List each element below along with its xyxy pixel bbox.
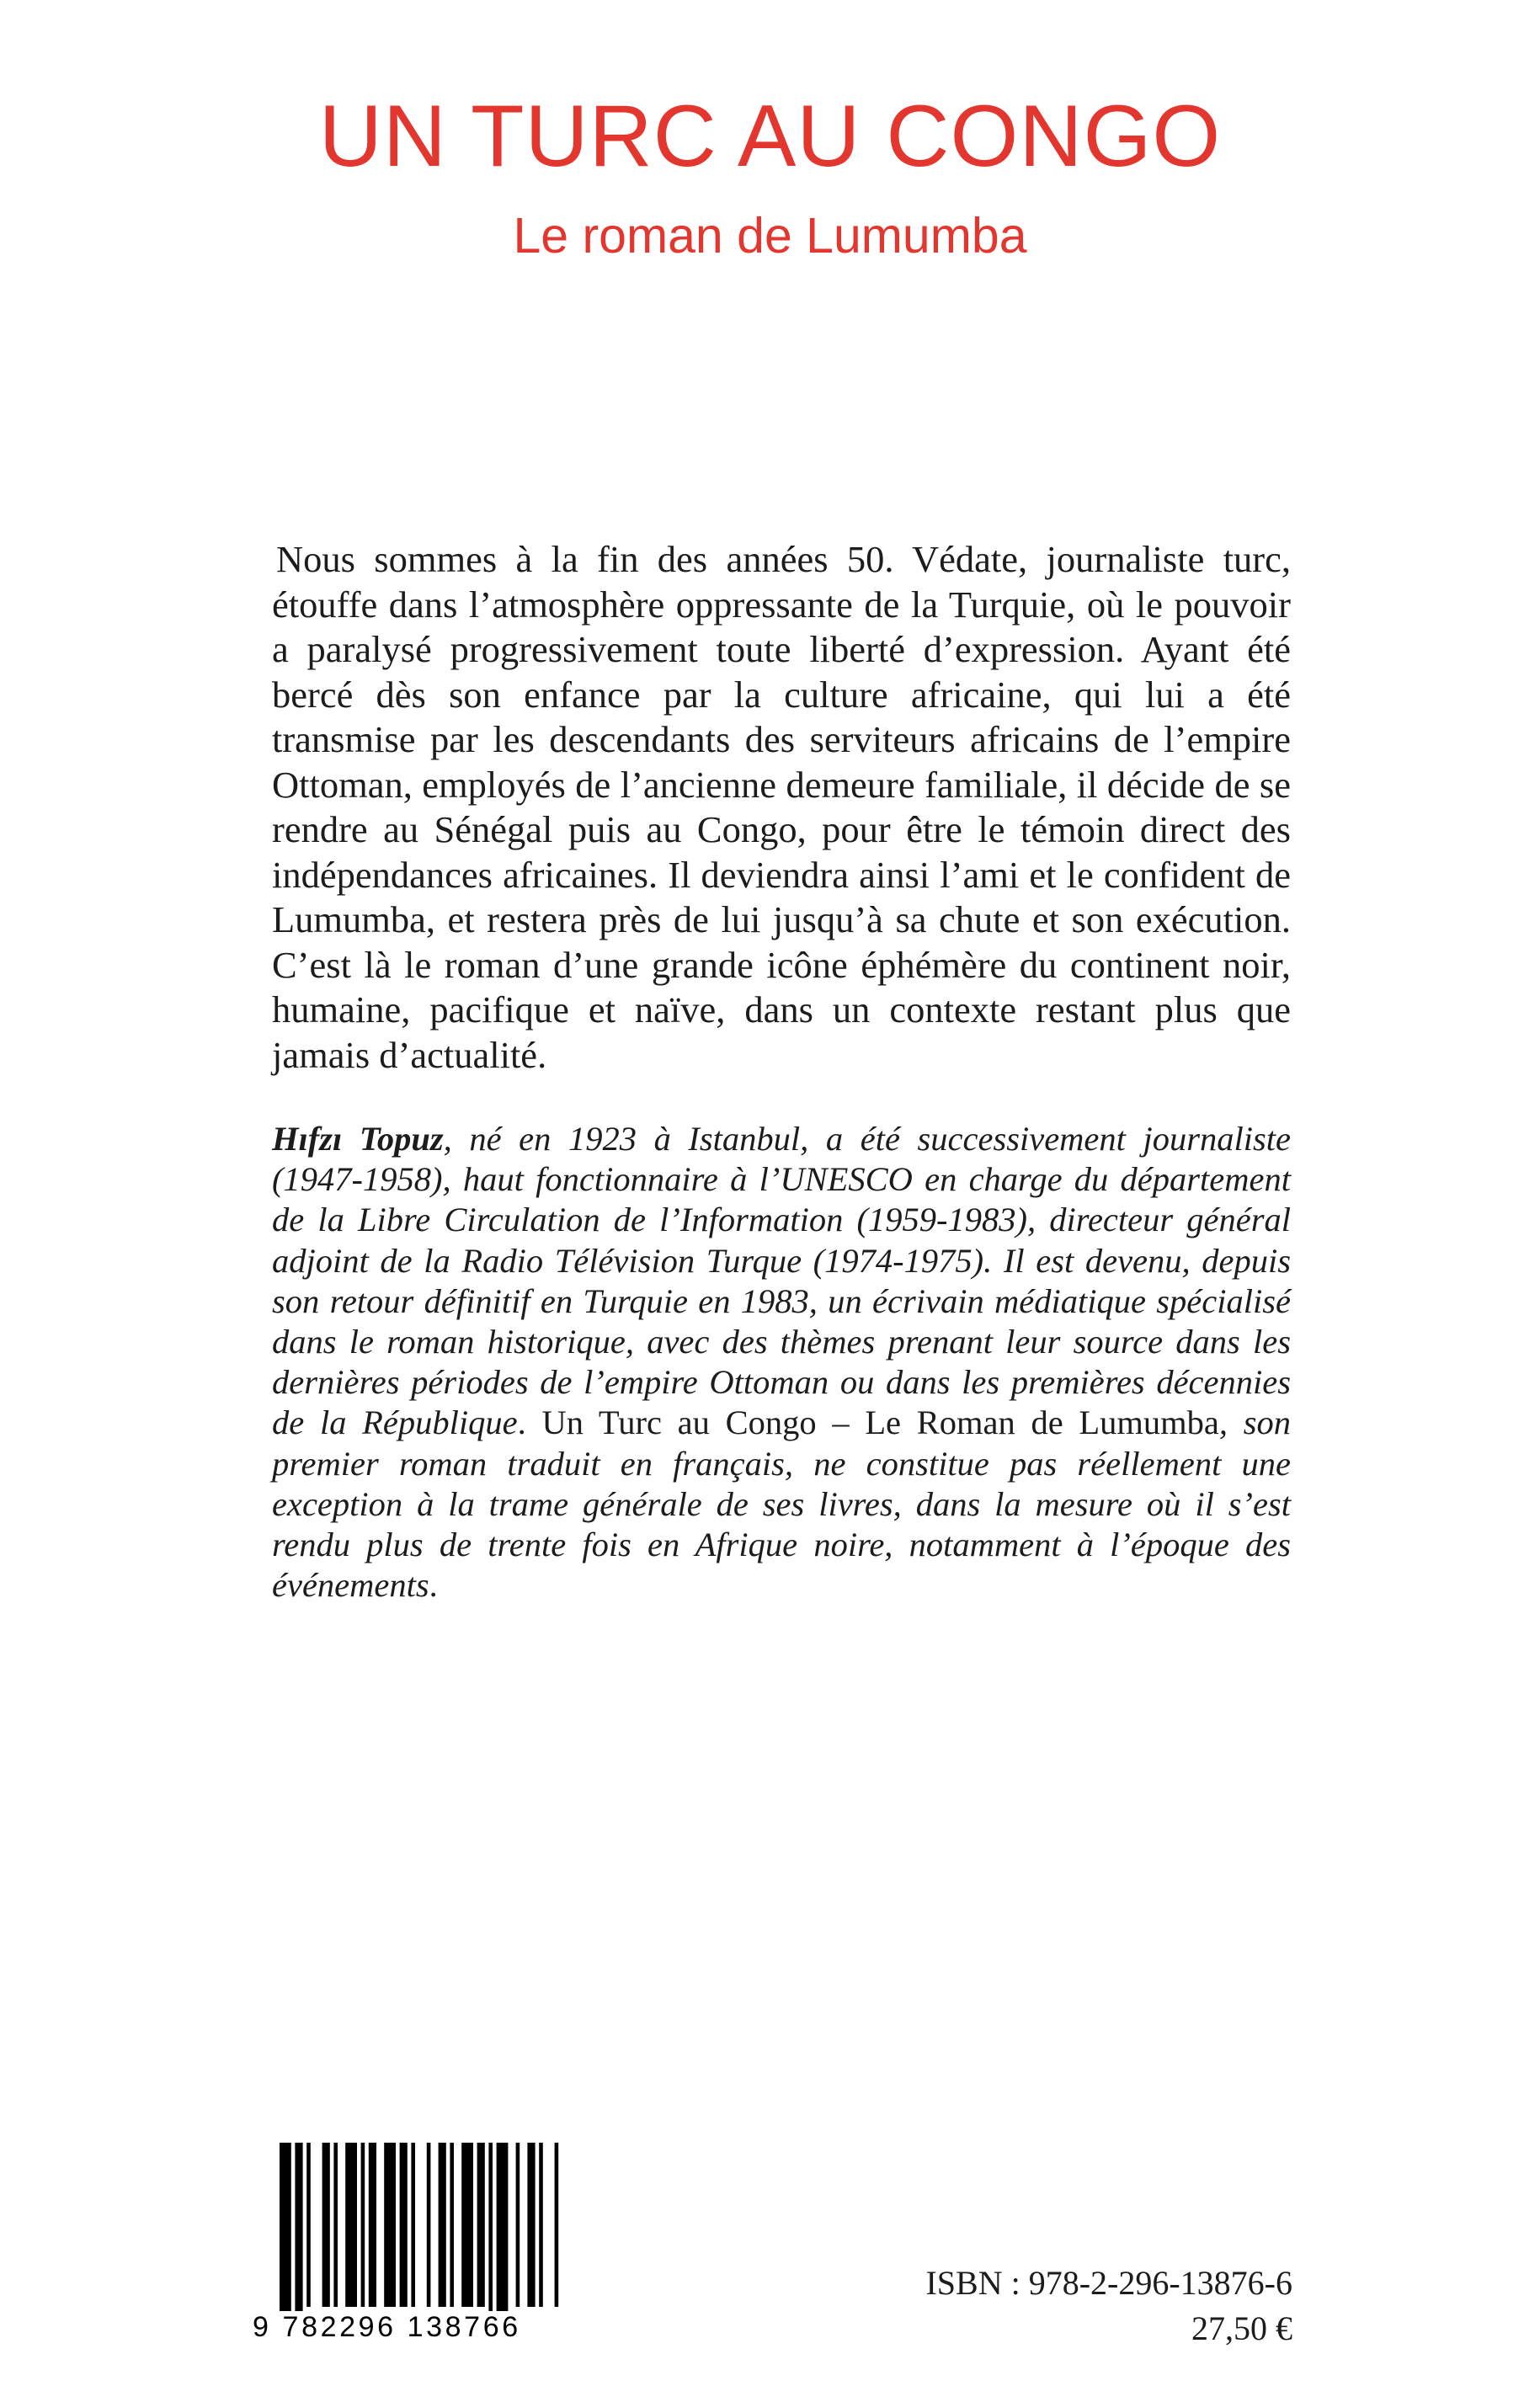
book-subtitle: Le roman de Lumumba xyxy=(513,208,1027,264)
barcode-bar xyxy=(439,2143,446,2307)
barcode-bar xyxy=(361,2143,365,2307)
barcode-bar xyxy=(333,2143,338,2307)
price: 27,50 € xyxy=(1191,2309,1292,2347)
barcode-bar xyxy=(497,2143,509,2311)
barcode-bar xyxy=(450,2143,454,2307)
barcode-bar xyxy=(400,2143,408,2307)
barcode-bar xyxy=(477,2143,485,2307)
barcode-bar xyxy=(384,2143,396,2307)
bio-part-2: , son premier roman traduit en français, ne constitue pas réellement une exception à la trame générale de ses livres, dans la mesure où il s’est rendu plus de trente fois en Afrique noire, notamment à l’époque des événements xyxy=(272,1403,1291,1605)
barcode-bar xyxy=(411,2143,415,2307)
author-bio xyxy=(272,1119,1291,1606)
author-name: Hıfzı Topuz xyxy=(272,1120,444,1158)
barcode-bar xyxy=(295,2143,302,2311)
book-title: UN TURC AU CONGO xyxy=(318,88,1222,185)
barcode-bar xyxy=(322,2143,330,2307)
barcode-bar xyxy=(516,2143,520,2307)
barcode-bar xyxy=(427,2143,431,2307)
bio-end: . xyxy=(429,1566,438,1605)
barcode-digits: 9 782296 138766 xyxy=(253,2311,521,2343)
bio-book-title: . Un Turc au Congo – Le Roman de Lumumba xyxy=(517,1403,1219,1442)
barcode-bar xyxy=(369,2143,376,2307)
barcode-bar xyxy=(488,2143,493,2311)
barcode-icon xyxy=(253,2143,566,2324)
barcode-bar xyxy=(461,2143,473,2307)
barcode-bar xyxy=(345,2143,357,2307)
barcode-bar xyxy=(280,2143,291,2311)
barcode-bar xyxy=(539,2143,543,2307)
summary-text: Nous sommes à la fin des années 50. Védate, journaliste turc, étouffe dans l’atmosphère oppressante de la Turquie, où le pouvoir a paralysé progressivement toute liberté d’expression. Ayant été bercé dès son enfance par la culture africaine, qui lui a été transmise par les descendants des serviteurs africains de l’empire Ottoman, employés de l’ancienne demeure familiale, il décide de se rendre au Sénégal puis au Congo, pour être le témoin direct des indépendances africaines. Il deviendra ainsi l’ami et le confident de Lumumba, et restera près de lui jusqu’à sa chute et son exécution. C’est là le roman d’une grande icône éphémère du continent noir, humaine, pacifique et naïve, dans un contexte restant plus que jamais d’actualité. xyxy=(272,538,1291,1076)
isbn-number: ISBN : 978-2-296-13876-6 xyxy=(925,2264,1292,2302)
bio-part-1: , né en 1923 à Istanbul, a été successivement journaliste (1947-1958), haut fonctionnaire à l’UNESCO en charge du département de la Libre Circulation de l’Information (1959-1983), directeur général adjoint de la Radio Télévision Turque (1974-1975). Il est devenu, depuis son retour définitif en Turquie en 1983, un écrivain médiatique spécialisé dans le roman historique, avec des thèmes prenant leur source dans les dernières périodes de l’empire Ottoman ou dans les premières décennies de la République xyxy=(272,1120,1291,1442)
barcode-bar xyxy=(527,2143,535,2307)
barcode-bar xyxy=(555,2143,559,2307)
summary-paragraph xyxy=(272,537,1291,1078)
barcode-bar xyxy=(306,2143,311,2307)
